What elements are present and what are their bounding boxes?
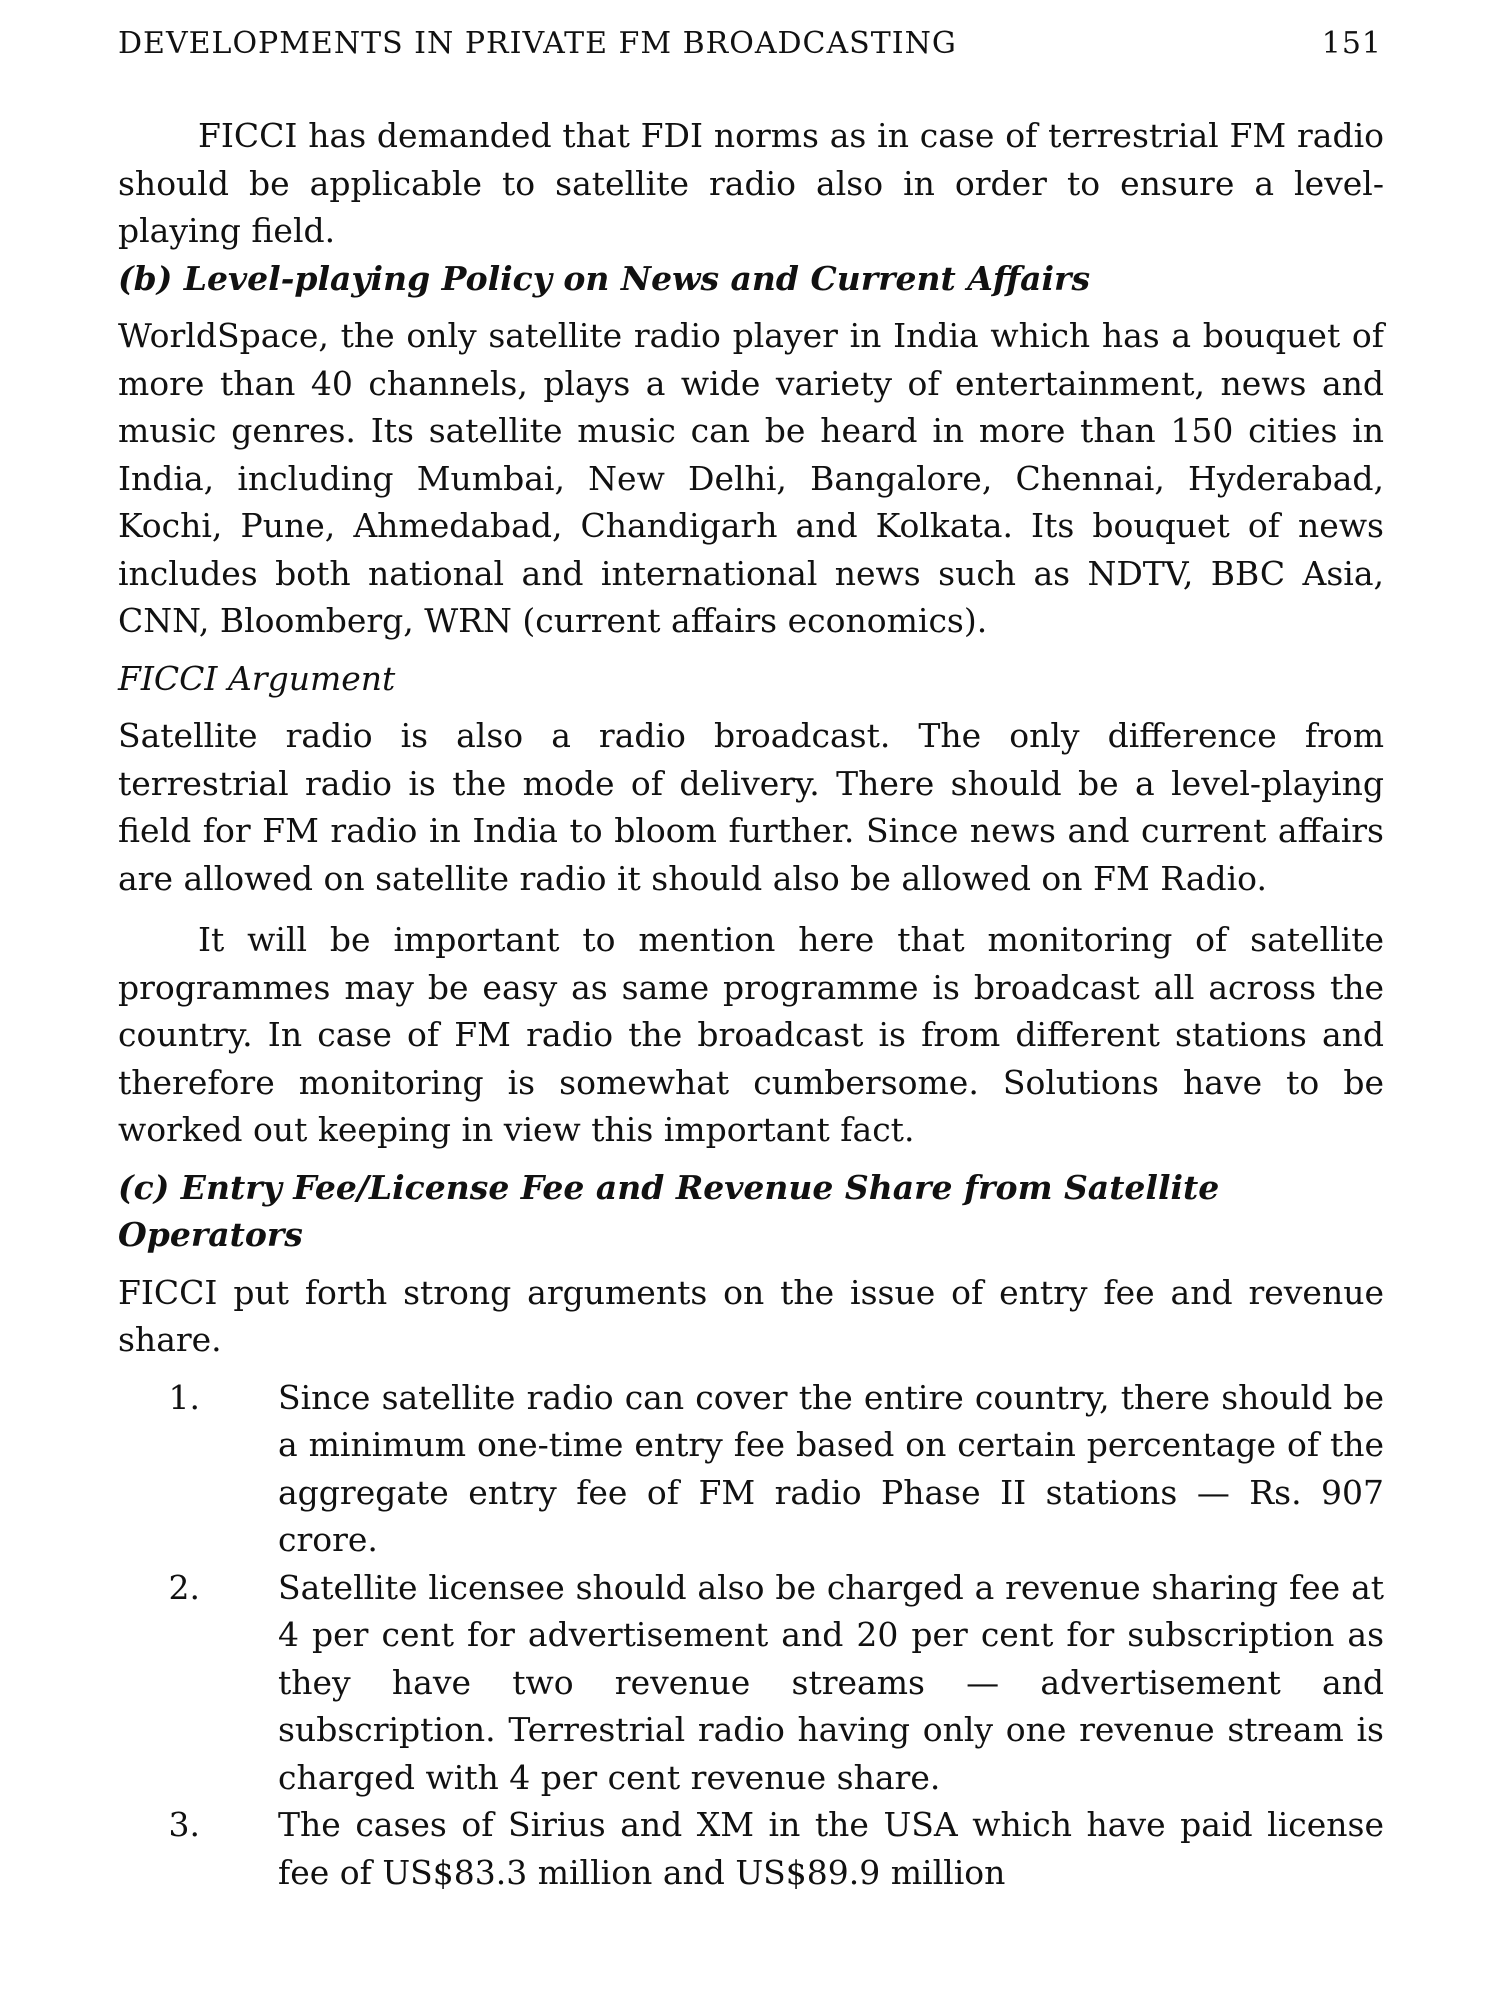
- page-body: [118, 112, 1384, 1896]
- list-item-number: 2.: [168, 1567, 200, 1607]
- list-item: [118, 1801, 1384, 1896]
- paragraph-entry-fee: FICCI put forth strong arguments on the issue of entry fee and revenue share.: [118, 1272, 1384, 1359]
- list-item-text: Since satellite radio can cover the entire country, there should be a minimum one-time entry fee based on certain percentage of the aggregate entry fee of FM radio Phase II stations — Rs. 907 crore.: [278, 1377, 1384, 1559]
- list-item-number: 1.: [168, 1377, 200, 1417]
- paragraph-worldspace: WorldSpace, the only satellite radio player in India which has a bouquet of more than 40 channels, plays a wide variety of entertainment, news and music genres. Its satellite music can be heard in more than 150 cities in India, including Mumbai, New Delhi, Bangalore, Chennai, Hyderabad, Kochi, Pune, Ahmedabad, Chandigarh and Kolkata. Its bouquet of news includes both national and international news such as NDTV, BBC Asia, CNN, Bloomberg, WRN (current affairs economics).: [118, 316, 1384, 640]
- list-item: [118, 1374, 1384, 1564]
- paragraph-argument: Satellite radio is also a radio broadcast. The only difference from terrestrial radio is the mode of delivery. There should be a level-playing field for FM radio in India to bloom further. Since news and current affairs are allowed on satellite radio it should also be allowed on FM Radio.: [118, 716, 1384, 898]
- list-item: [118, 1564, 1384, 1802]
- subheading-ficci-argument: FICCI Argument: [118, 658, 396, 698]
- section-heading-b: (b) Level-playing Policy on News and Current Affairs: [118, 258, 1091, 298]
- list-item-number: 3.: [168, 1805, 200, 1844]
- paragraph-ficci-fdi: FICCI has demanded that FDI norms as in case of terrestrial FM radio should be applicable to satellite radio also in order to ensure a level-playing field.: [118, 116, 1384, 250]
- running-header: [118, 26, 1382, 61]
- paragraph-monitoring: It will be important to mention here that monitoring of satellite programmes may be easy as same programme is broadcast all across the country. In case of FM radio the broadcast is from different stations and therefore monitoring is somewhat cumbersome. Solutions have to be worked out keeping in view this important fact.: [118, 920, 1384, 1149]
- page-number: 151: [1321, 26, 1382, 61]
- list-item-text: The cases of Sirius and XM in the USA which have paid license fee of US$83.3 million and US$89.9 million: [278, 1805, 1384, 1892]
- section-heading-c: (c) Entry Fee/License Fee and Revenue Share from Satellite Operators: [118, 1167, 1220, 1254]
- running-title: DEVELOPMENTS IN PRIVATE FM BROADCASTING: [118, 26, 957, 61]
- numbered-list: [118, 1374, 1384, 1897]
- list-item-text: Satellite licensee should also be charged a revenue sharing fee at 4 per cent for advertisement and 20 per cent for subscription as they have two revenue streams — advertisement and subscription. Terrestrial radio having only one revenue stream is charged with 4 per cent revenue share.: [278, 1567, 1384, 1797]
